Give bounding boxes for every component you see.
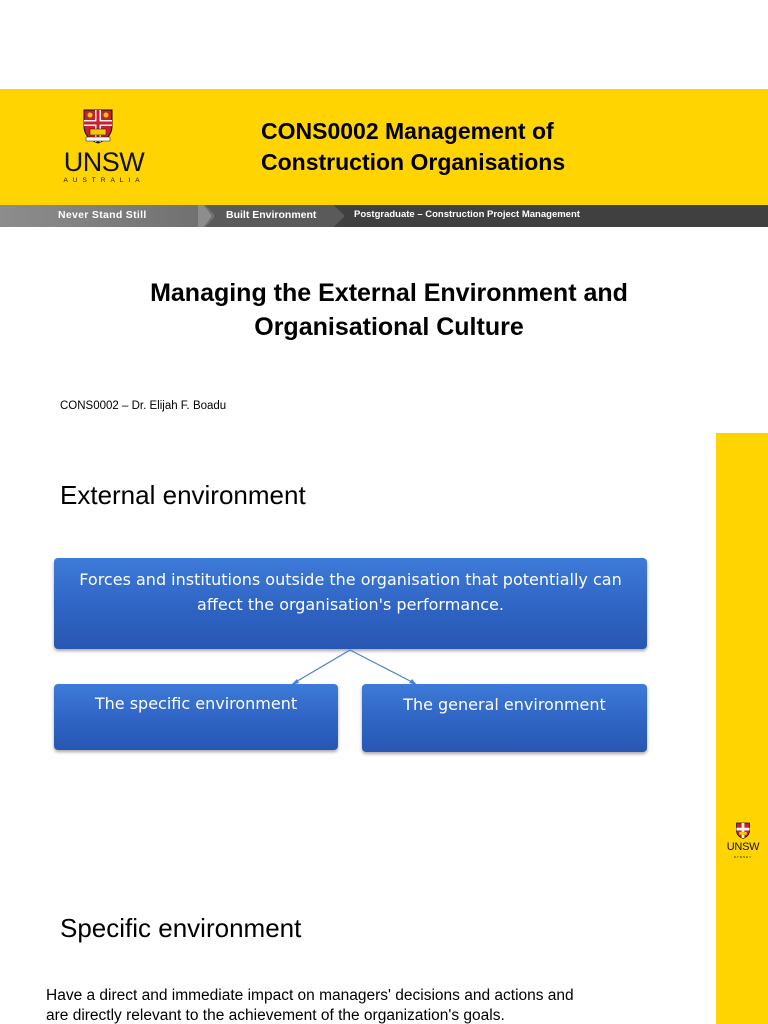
unsw-crest-icon — [83, 108, 113, 144]
slide-footer-note: CONS0002 – Dr. Elijah F. Boadu — [60, 400, 227, 412]
course-title — [261, 116, 681, 178]
specific-environment-box: The specific environment — [54, 684, 338, 750]
heading-specific-environment: Specific environment — [60, 913, 302, 943]
logo-wordmark: UNSW — [63, 147, 145, 177]
course-title-line2: Construction Organisations — [261, 149, 566, 175]
slide-title-line2: Organisational Culture — [254, 313, 524, 341]
side-unsw-logo — [722, 822, 764, 862]
definition-box — [54, 558, 647, 649]
definition-line2: affect the organisation's performance. — [197, 595, 504, 614]
nav-strip-item-program: Postgraduate – Construction Project Management — [354, 209, 580, 220]
nav-strip — [0, 205, 768, 227]
hierarchy-connector — [280, 646, 440, 688]
slide-title — [64, 276, 714, 344]
side-bar-2 — [716, 866, 768, 1024]
definition-line1: Forces and institutions outside the organisation that potentially can — [79, 570, 622, 589]
nav-strip-item-never-stand-still: Never Stand Still — [58, 209, 147, 221]
logo-subtitle: AUSTRALIA — [63, 177, 145, 184]
body-line2: are directly relevant to the achievement of the organization's goals. — [46, 1007, 505, 1024]
side-bar — [716, 433, 768, 866]
specific-environment-body — [46, 986, 686, 1024]
general-environment-box: The general environment — [362, 684, 647, 752]
unsw-crest-icon — [736, 822, 750, 839]
unsw-logo — [56, 108, 156, 188]
slide-title-line1: Managing the External Environment and — [150, 279, 628, 307]
body-line1: Have a direct and immediate impact on managers' decisions and actions and — [46, 987, 574, 1004]
course-title-line1: CONS0002 Management of — [261, 118, 554, 144]
side-logo-wordmark: UNSW — [726, 841, 760, 853]
heading-external-environment: External environment — [60, 480, 306, 510]
side-logo-subtitle: SYDNEY — [733, 855, 753, 859]
nav-strip-item-built-environment: Built Environment — [226, 209, 317, 221]
